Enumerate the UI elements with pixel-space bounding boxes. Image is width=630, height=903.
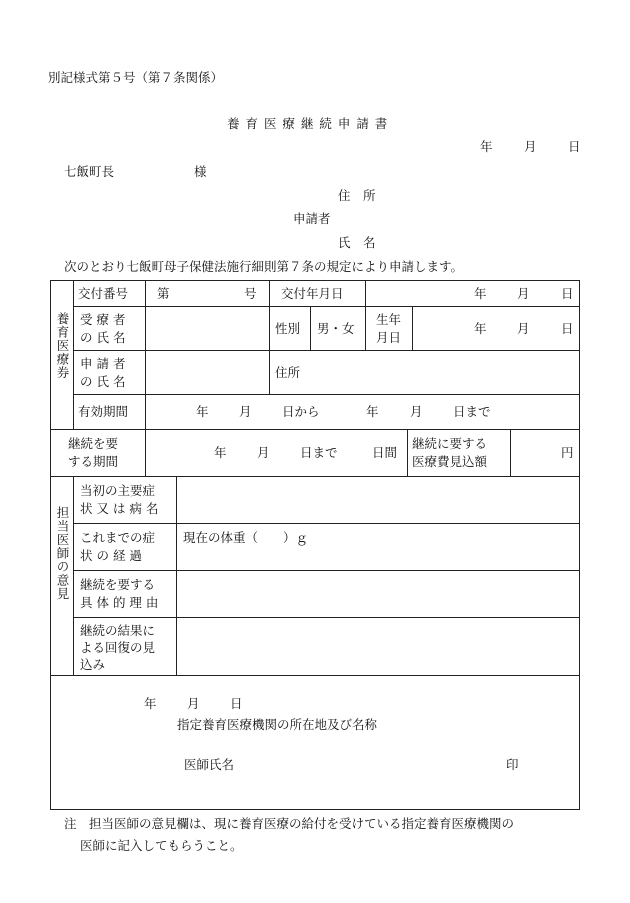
doctor-name-label: 医師氏名	[184, 757, 235, 772]
ticket-number-suffix: 号	[244, 286, 257, 301]
reason-label-2: 具 体 的 理 由	[80, 595, 159, 610]
outlook-label-1: 継続の結果に	[80, 623, 156, 638]
date-month: 月	[524, 139, 537, 154]
applicant-name-label-2: の 氏 名	[80, 374, 126, 389]
reason-label-1: 継続を要する	[80, 577, 156, 592]
validity-from-suffix: 日から	[282, 404, 320, 419]
addressee-honorific: 様	[194, 164, 207, 179]
applicant-address-label: 住 所	[338, 188, 376, 203]
validity-label: 有効期間	[78, 404, 129, 419]
birth-year: 年	[474, 321, 487, 336]
doctor-opinion-section-label: 担当医師の意見	[55, 506, 70, 601]
ticket-number-prefix: 第	[157, 286, 170, 301]
ticket-number-label: 交付番号	[78, 286, 129, 301]
outlook-label-2: よる回復の見	[80, 640, 156, 655]
note-line-2: 医師に記入してもらうこと。	[80, 838, 243, 853]
ticket-section-label: 養育医療券	[55, 312, 70, 380]
sex-label: 性別	[275, 321, 301, 336]
form-reference: 別記様式第５号（第７条関係）	[48, 70, 224, 85]
date-year: 年	[480, 139, 493, 154]
sex-options: 男・女	[317, 321, 355, 336]
continue-month: 月	[257, 445, 270, 460]
progress-label-2: 状 の 経 過	[80, 548, 142, 563]
issue-day: 日	[561, 286, 574, 301]
applicant-name-label-1: 申 請 者	[80, 356, 126, 371]
issue-year: 年	[474, 286, 487, 301]
table-address-label: 住所	[275, 365, 301, 380]
addressee-name: 七飯町長	[64, 164, 115, 179]
applicant-role-label: 申請者	[293, 211, 331, 226]
outlook-label-3: 込み	[80, 657, 106, 672]
validity-to-year: 年	[366, 404, 379, 419]
intro-text: 次のとおり七飯町母子保健法施行細則第７条の規定により申請します。	[64, 259, 464, 274]
continue-period-label-1: 継続を要	[68, 436, 119, 451]
validity-from-year: 年	[196, 404, 209, 419]
continue-period-label-2: する期間	[68, 454, 119, 469]
signature-day: 日	[230, 696, 243, 711]
institution-label: 指定養育医療機関の所在地及び名称	[177, 717, 378, 732]
validity-to-suffix: 日まで	[453, 404, 491, 419]
continue-until: 日まで	[300, 445, 338, 460]
cost-label-1: 継続に要する	[412, 436, 488, 451]
applicant-name-label: 氏 名	[338, 235, 376, 250]
signature-year: 年	[144, 696, 157, 711]
patient-name-label-1: 受 療 者	[80, 312, 126, 327]
issue-date-label: 交付年月日	[281, 286, 344, 301]
seal-mark: 印	[506, 757, 519, 772]
document-title: 養 育 医 療 継 続 申 請 書	[227, 116, 389, 131]
current-weight-text: 現在の体重（ ）ｇ	[183, 530, 309, 545]
cost-unit: 円	[561, 445, 574, 460]
date-day: 日	[568, 139, 581, 154]
issue-month: 月	[517, 286, 530, 301]
symptoms-label-1: 当初の主要症	[80, 483, 156, 498]
progress-label-1: これまでの症	[80, 530, 156, 545]
signature-month: 月	[187, 696, 200, 711]
continue-year: 年	[214, 445, 227, 460]
patient-name-label-2: の 氏 名	[80, 330, 126, 345]
birth-label-1: 生年	[376, 312, 402, 327]
symptoms-label-2: 状 又 は 病 名	[80, 501, 159, 516]
continue-days: 日間	[372, 445, 398, 460]
birth-day: 日	[561, 321, 574, 336]
cost-label-2: 医療費見込額	[412, 454, 488, 469]
validity-to-month: 月	[410, 404, 423, 419]
birth-month: 月	[517, 321, 530, 336]
birth-label-2: 月日	[376, 330, 402, 345]
note-line-1: 注 担当医師の意見欄は、現に養育医療の給付を受けている指定養育医療機関の	[64, 816, 515, 831]
validity-from-month: 月	[239, 404, 252, 419]
